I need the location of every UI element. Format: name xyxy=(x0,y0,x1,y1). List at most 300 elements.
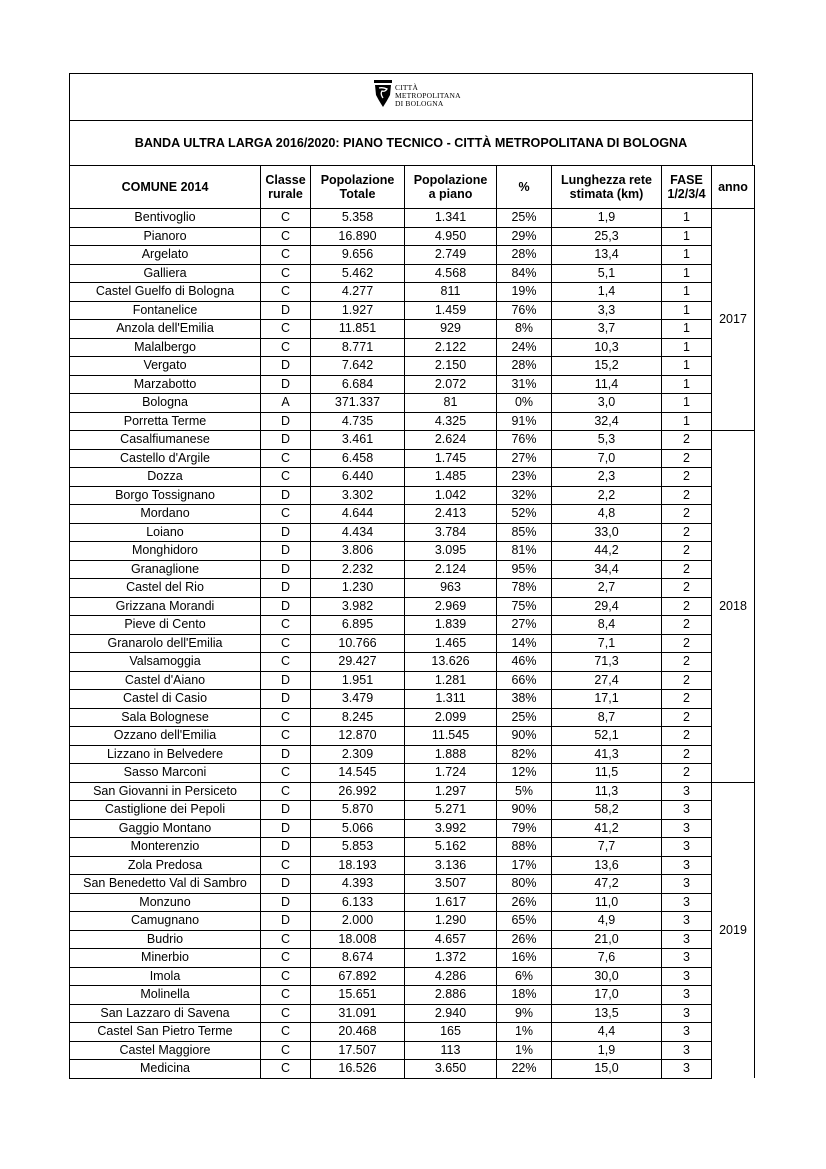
cell-comune: Castel del Rio xyxy=(70,579,261,598)
cell-percent: 14% xyxy=(497,634,552,653)
cell-lunghezza: 2,7 xyxy=(552,579,662,598)
cell-percent: 52% xyxy=(497,505,552,524)
cell-comune: Mordano xyxy=(70,505,261,524)
cell-popolazione-piano: 81 xyxy=(405,394,497,413)
cell-popolazione-piano: 4.286 xyxy=(405,967,497,986)
table-row xyxy=(70,449,755,468)
cell-percent: 80% xyxy=(497,875,552,894)
cell-fase: 2 xyxy=(662,690,712,709)
cell-fase: 3 xyxy=(662,949,712,968)
cell-percent: 25% xyxy=(497,209,552,228)
cell-percent: 95% xyxy=(497,560,552,579)
table-row xyxy=(70,523,755,542)
cell-classe: D xyxy=(261,375,311,394)
cell-popolazione: 9.656 xyxy=(311,246,405,265)
cell-popolazione: 4.434 xyxy=(311,523,405,542)
cell-fase: 3 xyxy=(662,986,712,1005)
cell-popolazione: 6.684 xyxy=(311,375,405,394)
cell-classe: D xyxy=(261,542,311,561)
cell-popolazione: 6.133 xyxy=(311,893,405,912)
table-row xyxy=(70,967,755,986)
cell-fase: 3 xyxy=(662,1041,712,1060)
cell-popolazione-piano: 2.624 xyxy=(405,431,497,450)
cell-popolazione: 6.895 xyxy=(311,616,405,635)
cell-comune: Sasso Marconi xyxy=(70,764,261,783)
cell-fase: 2 xyxy=(662,764,712,783)
cell-comune: Budrio xyxy=(70,930,261,949)
cell-classe: C xyxy=(261,264,311,283)
cell-comune: Castel San Pietro Terme xyxy=(70,1023,261,1042)
cell-percent: 38% xyxy=(497,690,552,709)
cell-fase: 1 xyxy=(662,375,712,394)
cell-popolazione: 2.309 xyxy=(311,745,405,764)
cell-percent: 27% xyxy=(497,449,552,468)
cell-lunghezza: 7,7 xyxy=(552,838,662,857)
cell-percent: 8% xyxy=(497,320,552,339)
table-row xyxy=(70,1023,755,1042)
table-row xyxy=(70,801,755,820)
cell-fase: 3 xyxy=(662,819,712,838)
cell-lunghezza: 41,2 xyxy=(552,819,662,838)
cell-popolazione-piano: 5.271 xyxy=(405,801,497,820)
table-row xyxy=(70,1041,755,1060)
cell-percent: 32% xyxy=(497,486,552,505)
cell-popolazione-piano: 3.507 xyxy=(405,875,497,894)
cell-popolazione-piano: 1.888 xyxy=(405,745,497,764)
cell-percent: 29% xyxy=(497,227,552,246)
cell-percent: 26% xyxy=(497,893,552,912)
cell-popolazione: 26.992 xyxy=(311,782,405,801)
cell-popolazione: 5.853 xyxy=(311,838,405,857)
cell-popolazione: 17.507 xyxy=(311,1041,405,1060)
cell-lunghezza: 27,4 xyxy=(552,671,662,690)
logo-line-1: CITTÀ xyxy=(395,83,419,92)
table-row xyxy=(70,690,755,709)
cell-fase: 2 xyxy=(662,560,712,579)
cell-popolazione-piano: 1.485 xyxy=(405,468,497,487)
cell-fase: 2 xyxy=(662,523,712,542)
table-row xyxy=(70,597,755,616)
table-row xyxy=(70,579,755,598)
cell-percent: 76% xyxy=(497,431,552,450)
cell-classe: D xyxy=(261,671,311,690)
cell-comune: Sala Bolognese xyxy=(70,708,261,727)
cell-fase: 1 xyxy=(662,246,712,265)
cell-popolazione-piano: 4.657 xyxy=(405,930,497,949)
cell-fase: 2 xyxy=(662,653,712,672)
table-row xyxy=(70,301,755,320)
cell-classe: C xyxy=(261,764,311,783)
cell-fase: 3 xyxy=(662,801,712,820)
cell-percent: 18% xyxy=(497,986,552,1005)
cell-classe: D xyxy=(261,597,311,616)
cell-lunghezza: 15,0 xyxy=(552,1060,662,1079)
table-body xyxy=(70,209,755,1079)
table-row xyxy=(70,320,755,339)
cell-comune: Borgo Tossignano xyxy=(70,486,261,505)
cell-classe: C xyxy=(261,653,311,672)
cell-percent: 28% xyxy=(497,246,552,265)
cell-popolazione-piano: 1.297 xyxy=(405,782,497,801)
cell-popolazione-piano: 4.325 xyxy=(405,412,497,431)
cell-lunghezza: 7,6 xyxy=(552,949,662,968)
table-row xyxy=(70,930,755,949)
cell-popolazione: 29.427 xyxy=(311,653,405,672)
cell-classe: D xyxy=(261,875,311,894)
cell-popolazione: 67.892 xyxy=(311,967,405,986)
cell-classe: C xyxy=(261,1023,311,1042)
table-row xyxy=(70,338,755,357)
cell-popolazione-piano: 2.886 xyxy=(405,986,497,1005)
cell-percent: 76% xyxy=(497,301,552,320)
cell-lunghezza: 10,3 xyxy=(552,338,662,357)
header-popolazione-piano: Popolazione a piano xyxy=(405,166,497,209)
cell-classe: C xyxy=(261,1041,311,1060)
cell-comune: Castel di Casio xyxy=(70,690,261,709)
cell-popolazione-piano: 1.465 xyxy=(405,634,497,653)
table-row xyxy=(70,671,755,690)
cell-lunghezza: 71,3 xyxy=(552,653,662,672)
cell-popolazione: 4.277 xyxy=(311,283,405,302)
cell-classe: C xyxy=(261,634,311,653)
table-row xyxy=(70,505,755,524)
cell-lunghezza: 3,0 xyxy=(552,394,662,413)
cell-lunghezza: 33,0 xyxy=(552,523,662,542)
cell-popolazione: 3.479 xyxy=(311,690,405,709)
document-title: BANDA ULTRA LARGA 2016/2020: PIANO TECNICO - CITTÀ METROPOLITANA DI BOLOGNA xyxy=(69,120,753,165)
table-row xyxy=(70,394,755,413)
cell-popolazione-piano: 1.617 xyxy=(405,893,497,912)
cell-comune: San Giovanni in Persiceto xyxy=(70,782,261,801)
cell-anno: 2019 xyxy=(712,782,755,1078)
cell-percent: 23% xyxy=(497,468,552,487)
cell-fase: 1 xyxy=(662,301,712,320)
cell-popolazione-piano: 811 xyxy=(405,283,497,302)
cell-popolazione-piano: 1.341 xyxy=(405,209,497,228)
cell-classe: C xyxy=(261,727,311,746)
cell-fase: 3 xyxy=(662,930,712,949)
cell-lunghezza: 47,2 xyxy=(552,875,662,894)
table-row xyxy=(70,209,755,228)
cell-fase: 1 xyxy=(662,264,712,283)
cell-fase: 3 xyxy=(662,1023,712,1042)
cell-comune: Camugnano xyxy=(70,912,261,931)
cell-popolazione: 8.245 xyxy=(311,708,405,727)
cell-comune: San Benedetto Val di Sambro xyxy=(70,875,261,894)
cell-percent: 1% xyxy=(497,1023,552,1042)
cell-percent: 9% xyxy=(497,1004,552,1023)
cell-lunghezza: 4,8 xyxy=(552,505,662,524)
cell-popolazione: 12.870 xyxy=(311,727,405,746)
cell-popolazione-piano: 3.992 xyxy=(405,819,497,838)
cell-comune: Dozza xyxy=(70,468,261,487)
cell-fase: 3 xyxy=(662,1060,712,1079)
cell-percent: 65% xyxy=(497,912,552,931)
header-anno: anno xyxy=(712,166,755,209)
cell-anno: 2017 xyxy=(712,209,755,431)
cell-classe: C xyxy=(261,338,311,357)
cell-lunghezza: 32,4 xyxy=(552,412,662,431)
cell-popolazione-piano: 3.784 xyxy=(405,523,497,542)
cell-classe: D xyxy=(261,893,311,912)
cell-fase: 2 xyxy=(662,708,712,727)
table-row xyxy=(70,764,755,783)
table-row xyxy=(70,875,755,894)
cell-percent: 17% xyxy=(497,856,552,875)
cell-popolazione-piano: 2.940 xyxy=(405,1004,497,1023)
table-row xyxy=(70,634,755,653)
cell-popolazione-piano: 2.413 xyxy=(405,505,497,524)
cell-comune: Medicina xyxy=(70,1060,261,1079)
cell-comune: Gaggio Montano xyxy=(70,819,261,838)
cell-comune: Ozzano dell'Emilia xyxy=(70,727,261,746)
cell-fase: 2 xyxy=(662,486,712,505)
cell-fase: 3 xyxy=(662,1004,712,1023)
cell-popolazione: 5.462 xyxy=(311,264,405,283)
cell-lunghezza: 8,4 xyxy=(552,616,662,635)
document-sheet xyxy=(69,73,753,1079)
cell-classe: C xyxy=(261,227,311,246)
cell-classe: C xyxy=(261,616,311,635)
cell-anno: 2018 xyxy=(712,431,755,783)
cell-lunghezza: 44,2 xyxy=(552,542,662,561)
cell-popolazione: 1.927 xyxy=(311,301,405,320)
cell-comune: Lizzano in Belvedere xyxy=(70,745,261,764)
cell-popolazione: 3.806 xyxy=(311,542,405,561)
cell-fase: 2 xyxy=(662,579,712,598)
cell-lunghezza: 8,7 xyxy=(552,708,662,727)
cell-fase: 2 xyxy=(662,616,712,635)
logo-icon xyxy=(373,79,393,109)
cell-popolazione-piano: 3.136 xyxy=(405,856,497,875)
cell-classe: C xyxy=(261,856,311,875)
cell-popolazione-piano: 2.749 xyxy=(405,246,497,265)
cell-classe: C xyxy=(261,1060,311,1079)
cell-fase: 1 xyxy=(662,338,712,357)
cell-fase: 3 xyxy=(662,838,712,857)
cell-popolazione: 3.461 xyxy=(311,431,405,450)
header-percent: % xyxy=(497,166,552,209)
cell-classe: D xyxy=(261,912,311,931)
cell-comune: Zola Predosa xyxy=(70,856,261,875)
cell-comune: Monghidoro xyxy=(70,542,261,561)
cell-fase: 2 xyxy=(662,431,712,450)
header-classe: Classe rurale xyxy=(261,166,311,209)
header-comune: COMUNE 2014 xyxy=(70,166,261,209)
cell-comune: Loiano xyxy=(70,523,261,542)
cell-classe: C xyxy=(261,949,311,968)
cell-comune: Castel Maggiore xyxy=(70,1041,261,1060)
cell-classe: D xyxy=(261,357,311,376)
table-row xyxy=(70,283,755,302)
cell-percent: 46% xyxy=(497,653,552,672)
cell-fase: 3 xyxy=(662,967,712,986)
cell-comune: Imola xyxy=(70,967,261,986)
cell-lunghezza: 52,1 xyxy=(552,727,662,746)
cell-popolazione-piano: 1.724 xyxy=(405,764,497,783)
cell-lunghezza: 11,4 xyxy=(552,375,662,394)
cell-popolazione: 31.091 xyxy=(311,1004,405,1023)
cell-classe: D xyxy=(261,579,311,598)
cell-lunghezza: 41,3 xyxy=(552,745,662,764)
cell-fase: 1 xyxy=(662,209,712,228)
cell-percent: 88% xyxy=(497,838,552,857)
cell-popolazione-piano: 3.650 xyxy=(405,1060,497,1079)
cell-percent: 90% xyxy=(497,727,552,746)
logo-header xyxy=(69,73,753,120)
cell-popolazione-piano: 2.122 xyxy=(405,338,497,357)
cell-popolazione: 5.870 xyxy=(311,801,405,820)
cell-percent: 1% xyxy=(497,1041,552,1060)
table-row xyxy=(70,375,755,394)
table-row xyxy=(70,227,755,246)
table-row xyxy=(70,431,755,450)
cell-classe: D xyxy=(261,819,311,838)
cell-classe: D xyxy=(261,838,311,857)
header-popolazione: Popolazione Totale xyxy=(311,166,405,209)
cell-lunghezza: 1,9 xyxy=(552,1041,662,1060)
cell-popolazione: 8.771 xyxy=(311,338,405,357)
cell-classe: D xyxy=(261,560,311,579)
cell-popolazione-piano: 1.839 xyxy=(405,616,497,635)
cell-popolazione: 1.230 xyxy=(311,579,405,598)
cell-popolazione: 3.982 xyxy=(311,597,405,616)
cell-popolazione: 7.642 xyxy=(311,357,405,376)
cell-popolazione-piano: 3.095 xyxy=(405,542,497,561)
cell-comune: Bentivoglio xyxy=(70,209,261,228)
cell-popolazione: 1.951 xyxy=(311,671,405,690)
cell-popolazione-piano: 2.150 xyxy=(405,357,497,376)
table-row xyxy=(70,912,755,931)
broadband-plan-table xyxy=(69,165,755,1079)
cell-classe: A xyxy=(261,394,311,413)
cell-popolazione-piano: 2.124 xyxy=(405,560,497,579)
table-header-row xyxy=(70,166,755,209)
cell-classe: D xyxy=(261,801,311,820)
cell-percent: 0% xyxy=(497,394,552,413)
cell-percent: 27% xyxy=(497,616,552,635)
logo xyxy=(373,79,461,109)
cell-percent: 26% xyxy=(497,930,552,949)
cell-comune: Casalfiumanese xyxy=(70,431,261,450)
cell-fase: 2 xyxy=(662,449,712,468)
cell-percent: 84% xyxy=(497,264,552,283)
table-row xyxy=(70,616,755,635)
cell-popolazione-piano: 1.372 xyxy=(405,949,497,968)
cell-fase: 2 xyxy=(662,745,712,764)
cell-classe: C xyxy=(261,246,311,265)
cell-popolazione: 18.008 xyxy=(311,930,405,949)
cell-percent: 66% xyxy=(497,671,552,690)
cell-comune: Pieve di Cento xyxy=(70,616,261,635)
table-row xyxy=(70,856,755,875)
table-row xyxy=(70,560,755,579)
cell-lunghezza: 2,3 xyxy=(552,468,662,487)
cell-classe: D xyxy=(261,412,311,431)
cell-fase: 3 xyxy=(662,782,712,801)
cell-percent: 5% xyxy=(497,782,552,801)
cell-comune: Minerbio xyxy=(70,949,261,968)
cell-popolazione-piano: 1.290 xyxy=(405,912,497,931)
cell-fase: 2 xyxy=(662,542,712,561)
cell-fase: 3 xyxy=(662,856,712,875)
cell-comune: Castel d'Aiano xyxy=(70,671,261,690)
cell-lunghezza: 4,9 xyxy=(552,912,662,931)
cell-fase: 2 xyxy=(662,727,712,746)
cell-comune: Granarolo dell'Emilia xyxy=(70,634,261,653)
cell-lunghezza: 17,1 xyxy=(552,690,662,709)
logo-line-2: METROPOLITANA xyxy=(395,91,461,100)
cell-classe: D xyxy=(261,486,311,505)
cell-fase: 2 xyxy=(662,597,712,616)
table-row xyxy=(70,893,755,912)
cell-lunghezza: 30,0 xyxy=(552,967,662,986)
table-row xyxy=(70,1060,755,1079)
cell-popolazione: 10.766 xyxy=(311,634,405,653)
cell-classe: D xyxy=(261,431,311,450)
cell-percent: 22% xyxy=(497,1060,552,1079)
header-lunghezza: Lunghezza rete stimata (km) xyxy=(552,166,662,209)
cell-classe: C xyxy=(261,209,311,228)
cell-classe: C xyxy=(261,449,311,468)
cell-comune: Galliera xyxy=(70,264,261,283)
cell-fase: 2 xyxy=(662,505,712,524)
table-row xyxy=(70,1004,755,1023)
cell-fase: 3 xyxy=(662,912,712,931)
cell-fase: 1 xyxy=(662,394,712,413)
cell-popolazione-piano: 1.042 xyxy=(405,486,497,505)
cell-comune: Anzola dell'Emilia xyxy=(70,320,261,339)
cell-lunghezza: 34,4 xyxy=(552,560,662,579)
cell-fase: 3 xyxy=(662,875,712,894)
cell-fase: 2 xyxy=(662,468,712,487)
cell-percent: 12% xyxy=(497,764,552,783)
cell-lunghezza: 5,3 xyxy=(552,431,662,450)
cell-percent: 78% xyxy=(497,579,552,598)
cell-fase: 2 xyxy=(662,634,712,653)
table-row xyxy=(70,412,755,431)
cell-popolazione-piano: 4.568 xyxy=(405,264,497,283)
table-row xyxy=(70,357,755,376)
cell-comune: Argelato xyxy=(70,246,261,265)
cell-lunghezza: 5,1 xyxy=(552,264,662,283)
cell-classe: D xyxy=(261,301,311,320)
cell-lunghezza: 7,0 xyxy=(552,449,662,468)
cell-percent: 85% xyxy=(497,523,552,542)
cell-lunghezza: 4,4 xyxy=(552,1023,662,1042)
cell-comune: Fontanelice xyxy=(70,301,261,320)
table-row xyxy=(70,782,755,801)
cell-popolazione-piano: 1.311 xyxy=(405,690,497,709)
cell-popolazione: 5.066 xyxy=(311,819,405,838)
logo-text xyxy=(395,84,461,108)
cell-lunghezza: 1,4 xyxy=(552,283,662,302)
cell-popolazione: 6.440 xyxy=(311,468,405,487)
cell-percent: 25% xyxy=(497,708,552,727)
cell-popolazione-piano: 2.072 xyxy=(405,375,497,394)
cell-comune: Granaglione xyxy=(70,560,261,579)
table-row xyxy=(70,542,755,561)
cell-comune: Monzuno xyxy=(70,893,261,912)
cell-comune: Grizzana Morandi xyxy=(70,597,261,616)
cell-popolazione: 4.644 xyxy=(311,505,405,524)
cell-popolazione: 4.735 xyxy=(311,412,405,431)
cell-fase: 2 xyxy=(662,671,712,690)
cell-popolazione-piano: 2.969 xyxy=(405,597,497,616)
cell-classe: C xyxy=(261,468,311,487)
cell-classe: D xyxy=(261,523,311,542)
cell-classe: C xyxy=(261,283,311,302)
